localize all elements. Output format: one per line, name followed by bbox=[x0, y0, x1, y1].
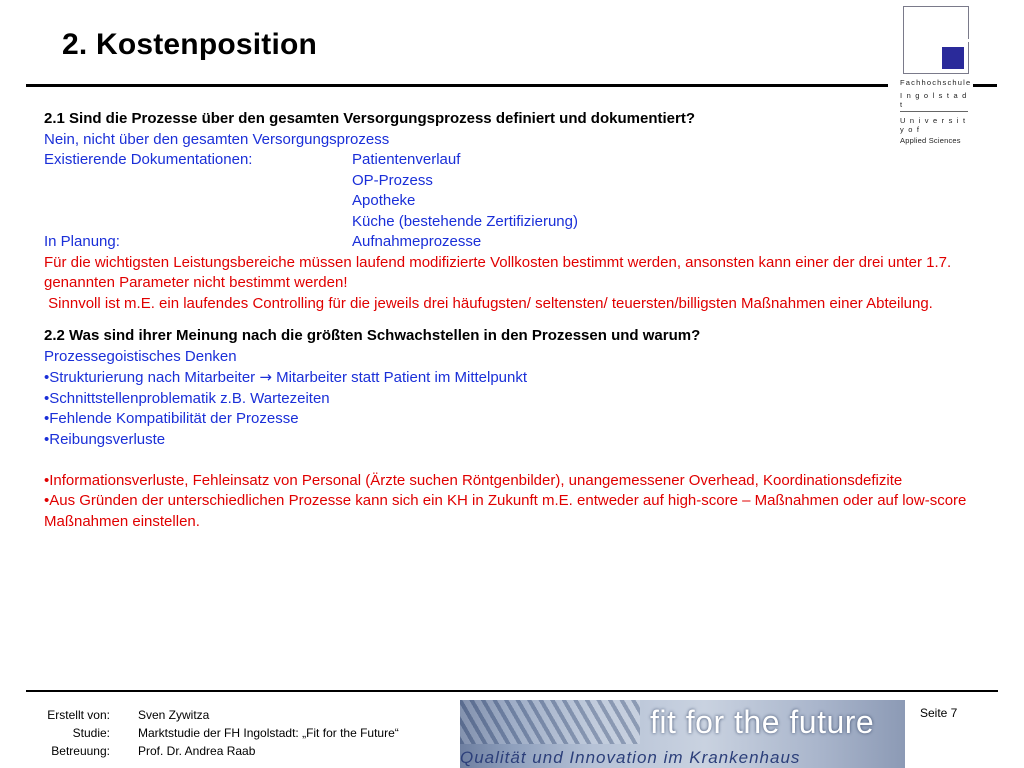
logo-square bbox=[942, 47, 964, 69]
logo-line-1: Fachhochschule bbox=[900, 78, 972, 87]
banner-subtitle: Qualität und Innovation im Krankenhaus bbox=[460, 748, 801, 767]
page-title: 2. Kostenposition bbox=[62, 28, 318, 61]
top-divider-right bbox=[973, 84, 997, 87]
bullet-informationsverluste: •Informationsverluste, Fehleinsatz von Personal (Ärzte suchen Röntgenbilder), unangemessener Overhead, Koordinationsdefizite bbox=[44, 471, 903, 489]
logo-line-4: Applied Sciences bbox=[900, 136, 961, 145]
bullet-kompatibilitaet: •Fehlende Kompatibilität der Prozesse bbox=[44, 410, 299, 427]
top-divider bbox=[26, 84, 888, 87]
answer-intro: Prozessegoistisches Denken bbox=[44, 347, 237, 365]
fit-for-the-future-banner bbox=[460, 700, 905, 768]
planning-value: Aufnahmeprozesse bbox=[352, 233, 482, 250]
footer-created-label: Erstellt von: bbox=[47, 708, 110, 722]
existing-doc-item: OP-Prozess bbox=[352, 171, 433, 189]
footer-study-value: Marktstudie der FH Ingolstadt: „Fit for the Future“ bbox=[138, 726, 399, 740]
logo-line-2: I n g o l s t a d t bbox=[900, 91, 968, 109]
banner-title: fit for the future bbox=[650, 704, 875, 740]
answer-2-1: Nein, nicht über den gesamten Versorgungsprozess bbox=[44, 130, 390, 148]
existing-doc-item: Apotheke bbox=[352, 192, 416, 209]
existing-doc-item: Patientenverlauf bbox=[352, 151, 461, 168]
planning-row bbox=[44, 232, 1004, 253]
question-2-1: 2.1 Sind die Prozesse über den gesamten Versorgungsprozess definiert und dokumentiert? bbox=[44, 110, 695, 127]
bullet-reibungsverluste: •Reibungsverluste bbox=[44, 430, 166, 448]
arrow-right-icon: → bbox=[259, 368, 272, 386]
footer-supervision-label: Betreuung: bbox=[51, 744, 110, 758]
footer-supervision-value: Prof. Dr. Andrea Raab bbox=[138, 744, 256, 758]
existing-doc-item: Küche (bestehende Zertifizierung) bbox=[352, 212, 578, 230]
bullet-schnittstellen: •Schnittstellenproblematik z.B. Wartezeiten bbox=[44, 389, 330, 407]
bottom-divider bbox=[26, 690, 998, 692]
slide-content bbox=[44, 109, 1004, 532]
note-controlling: Sinnvoll ist m.E. ein laufendes Controlling für die jeweils drei häufugsten/ seltensten/ teuersten/billigsten Maßnahmen einer Abteilung. bbox=[44, 294, 933, 312]
planning-label: In Planung: bbox=[44, 233, 120, 250]
logo-mark bbox=[903, 6, 969, 74]
existing-docs-row bbox=[44, 150, 1004, 171]
footer-study-label: Studie: bbox=[72, 726, 110, 740]
existing-docs-label: Existierende Dokumentationen: bbox=[44, 151, 253, 168]
logo-line-3: U n i v e r s i t y o f bbox=[900, 116, 967, 134]
footer-info bbox=[30, 706, 399, 760]
note-vollkosten: Für die wichtigsten Leistungsbereiche müssen laufend modifizierte Vollkosten bestimmt werden, ansonsten kann einer der drei unter 1.7. genannten Parameter nicht bestimmt werden! bbox=[44, 253, 952, 291]
bullet-high-low-score: •Aus Gründen der unterschiedlichen Prozesse kann sich ein KH in Zukunft m.E. entweder auf high-score – Maßnahmen oder auf low-score Maßnahmen einstellen. bbox=[44, 492, 967, 530]
question-2-2: 2.2 Was sind ihrer Meinung nach die größten Schwachstellen in den Prozessen und warum? bbox=[44, 327, 701, 344]
footer-created-value: Sven Zywitza bbox=[138, 708, 210, 722]
page-number: Seite 7 bbox=[920, 706, 958, 720]
bullet-strukturierung: •Strukturierung nach Mitarbeiter → Mitarbeiter statt Patient im Mittelpunkt bbox=[44, 368, 528, 386]
